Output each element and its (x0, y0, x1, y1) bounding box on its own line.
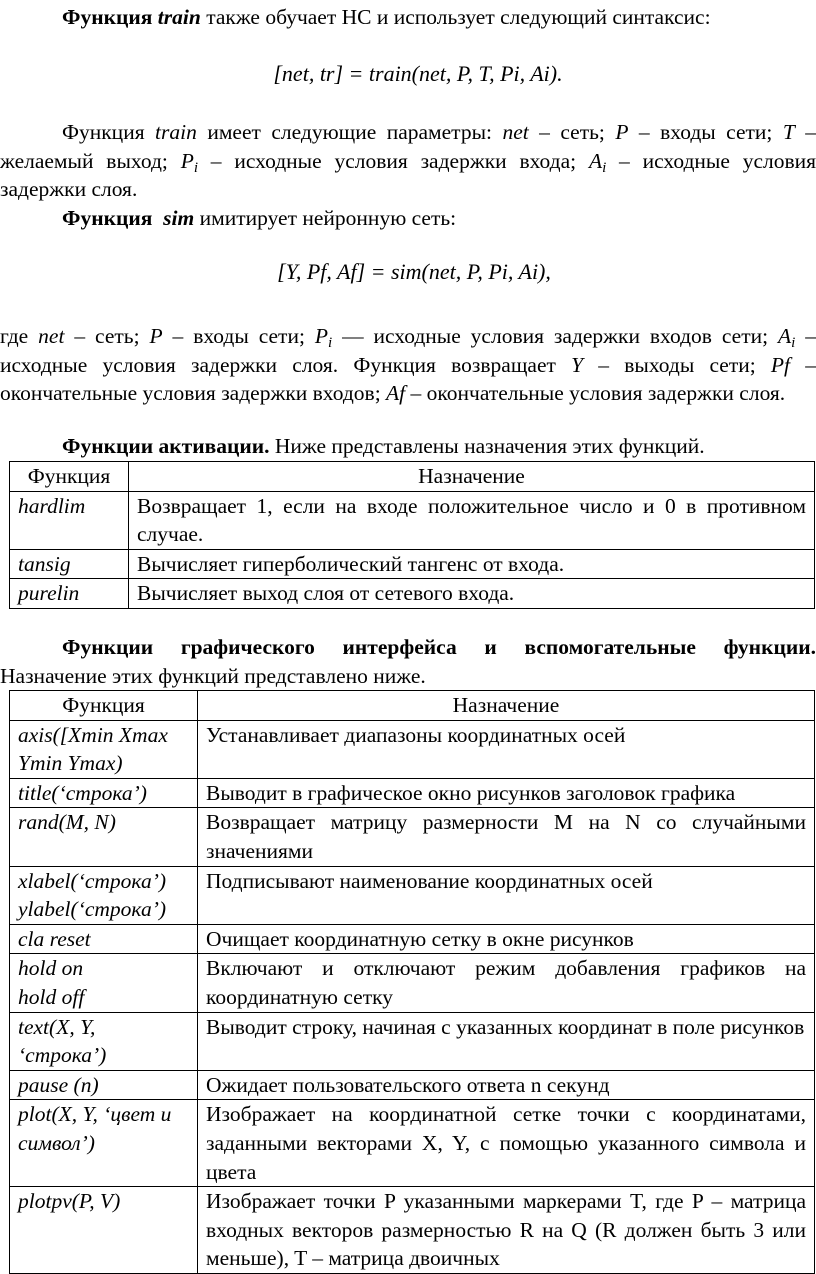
graphics-heading: Функции графического интерфейса и вспомогательные функции. Назначение этих функций представлено ниже. (0, 635, 816, 688)
function-name: cla reset (10, 924, 198, 954)
function-name: text(X, Y, ‘строка’) (10, 1012, 198, 1070)
activation-table (9, 461, 815, 609)
train-intro-name: train (157, 5, 201, 29)
table-header-row (10, 691, 815, 721)
function-description: Устанавливает диапазоны координатных осей (198, 720, 815, 778)
table-row (10, 808, 815, 866)
function-name: plotpv(P, V) (10, 1187, 198, 1274)
function-name: purelin (10, 579, 129, 609)
function-name: hold on hold off (10, 954, 198, 1012)
table-row (10, 1070, 815, 1100)
function-description: Вычисляет выход слоя от сетевого входа. (129, 579, 815, 609)
function-description: Включают и отключают режим добавления графиков на координатную сетку (198, 954, 815, 1012)
function-name: pause (n) (10, 1070, 198, 1100)
function-description: Очищает координатную сетку в окне рисунков (198, 924, 815, 954)
function-name: title(‘строка’) (10, 778, 198, 808)
function-name: plot(X, Y, ‘цвет и символ’) (10, 1100, 198, 1187)
sim-intro: Функция sim имитирует нейронную сеть: (62, 206, 457, 230)
function-description: Выводит в графическое окно рисунков заголовок графика (198, 778, 815, 808)
function-name: rand(M, N) (10, 808, 198, 866)
table-header-row (10, 462, 815, 492)
function-description: Выводит строку, начиная с указанных координат в поле рисунков (198, 1012, 815, 1070)
function-description: Возвращает 1, если на входе положительное число и 0 в противном случае. (129, 491, 815, 549)
graphics-table-wrap (9, 690, 815, 1274)
table-row (10, 1187, 815, 1274)
table-row (10, 1100, 815, 1187)
train-intro (0, 3, 816, 32)
col-header-function: Функция (10, 691, 198, 721)
table-row (10, 491, 815, 549)
function-description: Возвращает матрицу размерности M на N со случайными значениями (198, 808, 815, 866)
train-params: Функция train имеет следующие параметры: net – сеть; P – входы сети; T – желаемый выход; $P_i$ – исходные условия задержки входа; $A_i$ – исходные условия задержки слоя. (0, 120, 816, 202)
table-row (10, 1012, 815, 1070)
table-row (10, 954, 815, 1012)
table-row (10, 720, 815, 778)
table-row (10, 549, 815, 579)
sim-params: где net – сеть; P – входы сети; $P_i$ — исходные условия задержки входов сети; $A_i$ – исходные условия задержки слоя. Функция возвращает Y – выходы сети; Pf – окончательные условия задержки входов; Af – окончательные условия задержки слоя. (0, 324, 816, 406)
table-row (10, 778, 815, 808)
train-formula: [net, tr] = train(net, P, T, Pi, Ai). (273, 61, 563, 86)
function-name: hardlim (10, 491, 129, 549)
table-row (10, 579, 815, 609)
activation-heading: Функции активации. Ниже представлены назначения этих функций. (62, 434, 705, 458)
train-intro-label: Функция (62, 5, 153, 29)
function-name: axis([Xmin Xmax Ymin Ymax) (10, 720, 198, 778)
function-description: Подписывают наименование координатных осей (198, 866, 815, 924)
function-description: Изображает на координатной сетке точки с координатами, заданными векторами X, Y, с помощью указанного символа и цвета (198, 1100, 815, 1187)
function-description: Ожидает пользовательского ответа n секунд (198, 1070, 815, 1100)
table-row (10, 866, 815, 924)
function-description: Вычисляет гиперболический тангенс от входа. (129, 549, 815, 579)
sim-formula: [Y, Pf, Af] = sim(net, P, Pi, Ai), (277, 259, 551, 284)
graphics-table (9, 690, 815, 1274)
train-intro-text: также обучает НС и использует следующий синтаксис: (200, 5, 711, 29)
activation-table-wrap (9, 461, 815, 609)
table-row (10, 924, 815, 954)
col-header-purpose: Назначение (129, 462, 815, 492)
col-header-function: Функция (10, 462, 129, 492)
function-name: tansig (10, 549, 129, 579)
function-name: xlabel(‘строка’) ylabel(‘строка’) (10, 866, 198, 924)
col-header-purpose: Назначение (198, 691, 815, 721)
function-description: Изображает точки P указанными маркерами T, где P – матрица входных векторов размерностью R на Q (R должен быть 3 или меньше), T – матрица двоичных (198, 1187, 815, 1274)
